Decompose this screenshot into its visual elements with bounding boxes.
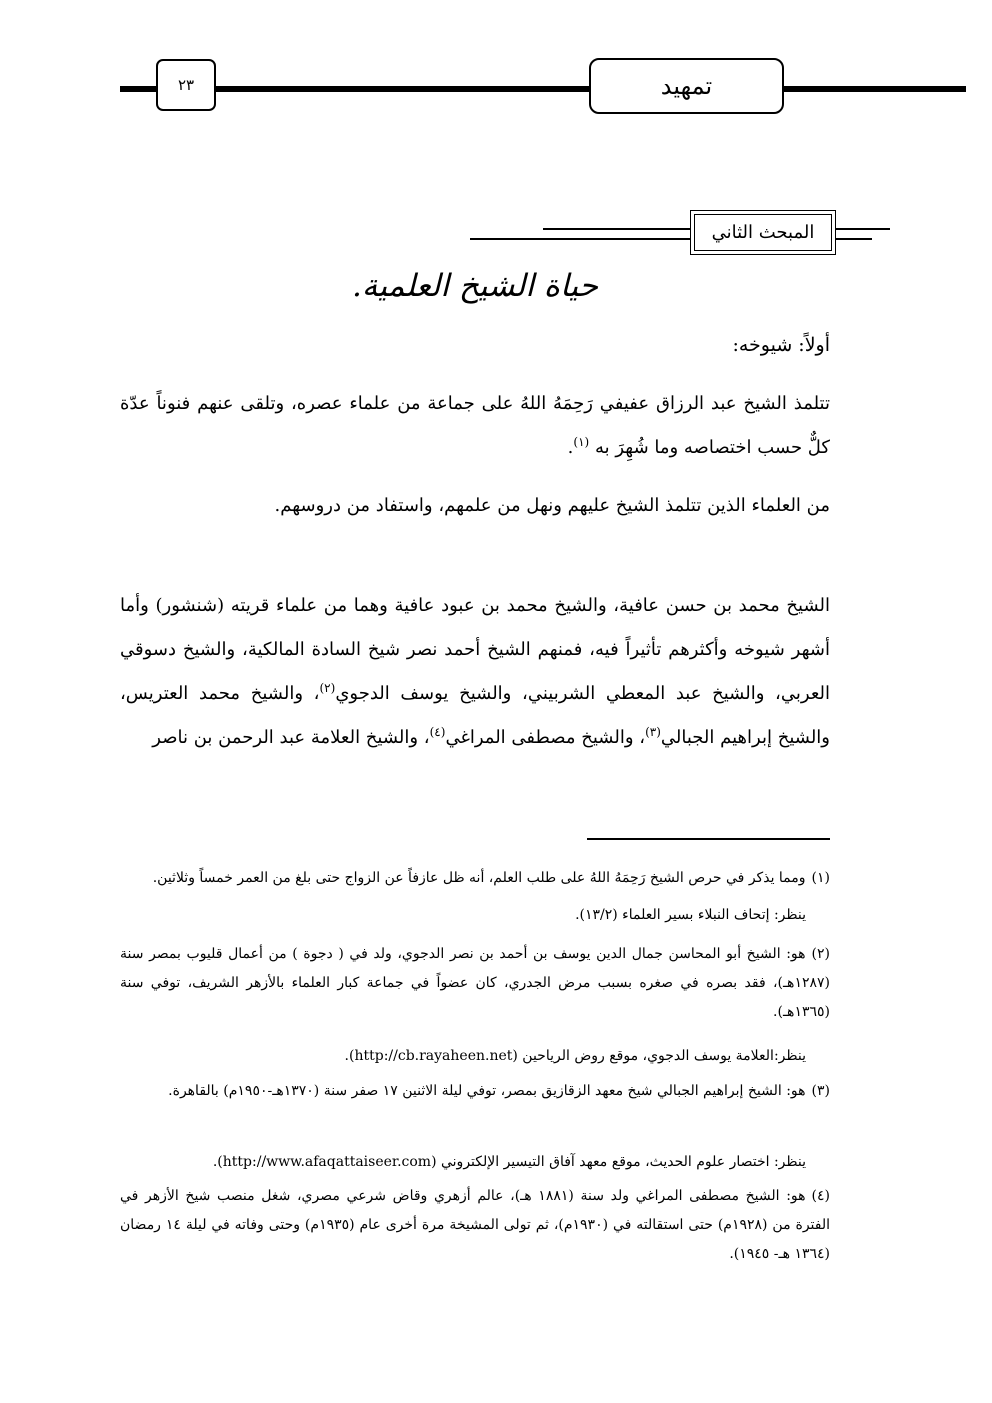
section-rule-right-top xyxy=(836,228,890,230)
chapter-title: تمهيد xyxy=(589,58,784,114)
section-rule-left-top xyxy=(543,228,690,230)
footnote-text: هو: الشيخ أبو المحاسن جمال الدين يوسف بن أحمد بن نصر الدجوي، ولد في ( دجوة ) من أعمال قليوب بمصر سنة (١٢٨٧هـ)، فقد بصره في صغره بسبب مرض الجدري، كان عضواً في جماعة كبار العلماء بالأزهر الشريف، توفي سنة (١٣٦٥هـ). xyxy=(120,946,830,1020)
paragraph-text: ، والشيخ مصطفى المراغي xyxy=(445,727,646,748)
footnote-source: ينظر: اختصار علوم الحديث، موقع معهد آفاق التيسير الإلكتروني (http://www.afaqattaiseer.com). xyxy=(212,1154,806,1170)
section-title: حياة الشيخ العلمية. xyxy=(351,268,598,304)
footnote-text: هو: الشيخ مصطفى المراغي ولد سنة (١٨٨١ هـ)، عالم أزهري وقاض شرعي مصري، شغل منصب شيخ الأزهر في الفترة من (١٩٢٨م) حتى استقالته في (١٩٣٠م)، ثم تولى المشيخة مرة أخرى عام (١٩٣٥م) وحتى وفاته في ليلة ١٤ رمضان (١٣٦٤ هـ- ١٩٤٥). xyxy=(120,1188,831,1262)
footnote-text: ومما يذكر في حرص الشيخ رَحِمَهُ اللهُ على طلب العلم، أنه ظل عازفاً عن الزواج حتى بلغ من العمر خمساً وثلاثين. xyxy=(152,870,806,886)
footnote-ref: (١) xyxy=(573,435,590,449)
header-rule xyxy=(120,86,966,92)
footnote-source: ينظر:العلامة يوسف الدجوي، موقع روض الرياحين (http://cb.rayaheen.net). xyxy=(344,1048,806,1064)
paragraph-text: من العلماء الذين تتلمذ الشيخ عليهم ونهل من علمهم، واستفاد من دروسهم. xyxy=(274,495,830,516)
paragraph-2 xyxy=(120,484,830,528)
footnote-source: ينظر: إتحاف النبلاء بسير العلماء (١٣/٢). xyxy=(575,907,806,923)
footnote-number: (٣) xyxy=(811,1083,830,1099)
paragraph-text: . xyxy=(567,437,574,458)
footnote-ref: (٣) xyxy=(645,725,661,739)
page-number: ٢٣ xyxy=(156,59,216,111)
section-rule-left-bottom xyxy=(470,238,690,240)
footnote-text: هو: الشيخ إبراهيم الجبالي شيخ معهد الزقازيق بمصر، توفي ليلة الاثنين ١٧ صفر سنة (١٣٧٠هـ-١٩٥٠م) بالقاهرة. xyxy=(168,1083,806,1099)
footnote-separator xyxy=(587,838,830,840)
paragraph-text: ، والشيخ العلامة عبد الرحمن بن ناصر xyxy=(152,727,430,748)
section-label: المبحث الثاني xyxy=(690,210,836,255)
section-rule-right-bottom xyxy=(836,238,872,240)
footnote-3 xyxy=(120,1077,830,1106)
footnote-1 xyxy=(120,864,830,893)
paragraph-text: الشيخ محمد بن حسن عافية، والشيخ محمد بن عبود عافية وهما من علماء قريته (شنشور) وأما أشهر شيوخه وأكثرهم تأثيراً فيه، فمنهم الشيخ أحمد نصر شيخ السادة المالكية، والشيخ دسوقي العربي، والشيخ عبد المعطي الشربيني، والشيخ يوسف الدجوي xyxy=(120,595,830,704)
paragraph-3 xyxy=(120,584,830,760)
footnote-number: (٤) xyxy=(811,1188,831,1204)
footnote-number: (٢) xyxy=(811,946,830,962)
footnote-number: (١) xyxy=(811,870,830,886)
footnote-ref: (٢) xyxy=(319,681,336,695)
footnote-ref: (٤) xyxy=(429,725,446,739)
paragraph-text: تتلمذ الشيخ عبد الرزاق عفيفي رَحِمَهُ اللهُ على جماعة من علماء عصره، وتلقى عنهم فنوناً عدّة كلٌّ حسب اختصاصه وما شُهِرَ به xyxy=(120,393,831,458)
footnote-4 xyxy=(120,1182,830,1269)
subheading: أولاً: شيوخه: xyxy=(732,334,830,356)
paragraph-1 xyxy=(120,382,830,470)
paragraph-text: ، والشيخ محمد العتريس، والشيخ إبراهيم الجبالي xyxy=(120,683,830,748)
footnote-2 xyxy=(120,940,830,1027)
